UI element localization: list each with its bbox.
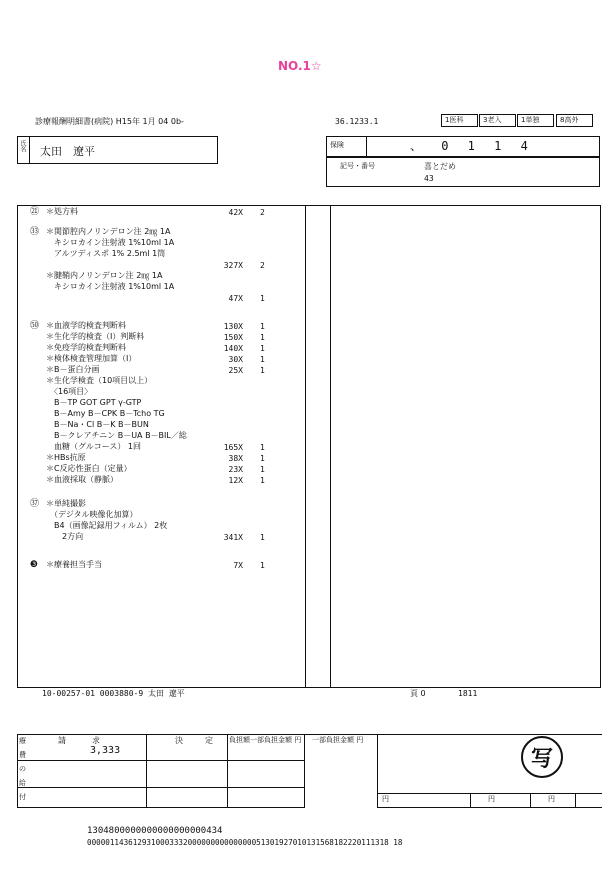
treatment-item: ＊腱鞘内ノリンデロン注 2㎎ 1A: [46, 271, 163, 280]
treatment-points: 23X: [228, 465, 243, 474]
claim-side-label: の: [19, 765, 26, 773]
treatment-points: 140X: [223, 344, 243, 353]
treatment-points: 130X: [223, 322, 243, 331]
treatment-item: アルツディスポ 1% 2.5ml 1筒: [46, 249, 166, 258]
treatment-count: 1: [260, 294, 265, 303]
treatment-points: 341X: [223, 533, 243, 542]
claim-request-label: 請: [58, 736, 66, 745]
treatment-item: 〈16項目〉: [46, 387, 93, 396]
treatment-count: 1: [260, 443, 265, 452]
claim-side-label: 付: [19, 793, 26, 801]
claim-yen-3: 円: [548, 795, 555, 803]
claim-amount: 3,333: [90, 745, 121, 756]
treatment-count: 2: [260, 208, 265, 217]
treatment-points: 12X: [228, 476, 243, 485]
treatment-item: ＊B－蛋白分画: [46, 365, 100, 374]
claim-decision-label: 決: [175, 736, 183, 745]
treatment-points: 25X: [228, 366, 243, 375]
seal-glyph: 写: [530, 745, 553, 772]
treatment-points: 42X: [228, 208, 243, 217]
stamp-label: NO.1☆: [278, 59, 322, 73]
treatment-item: キシロカイン注射液 1%10ml 1A: [46, 238, 175, 247]
patient-name-label: 氏名: [19, 140, 26, 152]
treatment-item: 2方向: [46, 532, 84, 541]
certificate-value: 喜とだめ: [424, 162, 456, 171]
treatment-points: 38X: [228, 454, 243, 463]
treatment-item: キシロカイン注射液 1%10ml 1A: [46, 282, 175, 291]
footer-page-label: 頁 0: [410, 689, 426, 698]
treatment-count: 1: [260, 533, 265, 542]
treatment-count: 1: [260, 465, 265, 474]
section-number: ㉝: [30, 227, 40, 237]
treatment-count: 1: [260, 322, 265, 331]
certificate-number: 43: [424, 174, 434, 183]
certificate-label: 記号・番号: [340, 162, 375, 170]
treatment-count: 1: [260, 355, 265, 364]
treatment-count: 1: [260, 333, 265, 342]
section-number: ㊿: [30, 321, 40, 331]
treatment-count: 1: [260, 561, 265, 570]
claim-decision-label2: 定: [205, 736, 213, 745]
claim-copay-label: 負担額: [229, 736, 250, 744]
claim-yen-2: 円: [488, 795, 495, 803]
claim-side-label: 給: [19, 779, 26, 787]
treatment-count: 1: [260, 344, 265, 353]
form-title: 診療報酬明細書(病院) H15年 1月 04 0b-: [35, 117, 184, 126]
treatment-item: ＊免疫学的検査判断料: [46, 343, 126, 352]
treatment-count: 2: [260, 261, 265, 270]
treatment-item: ＊血液採取（静脈）: [46, 475, 118, 484]
treatment-item: ＊HBs抗原: [46, 453, 86, 462]
treatment-item: B－TP GOT GPT γ-GTP: [46, 398, 142, 407]
footer-record: 10-00257-01 0003880-9 太田 遼平: [42, 689, 185, 698]
treatment-item: B－Amy B－CPK B－Tcho TG: [46, 409, 165, 418]
treatment-item: B－Na・Cl B－K B－BUN: [46, 420, 149, 429]
section-number: ㉑: [30, 207, 40, 217]
treatment-item: ＊生化学的検査（Ⅰ）判断料: [46, 332, 145, 341]
treatment-count: 1: [260, 366, 265, 375]
institution-code: 36.1233.1: [335, 117, 379, 126]
treatment-item: ＊検体検査管理加算（Ⅰ）: [46, 354, 137, 363]
treatment-points: 7X: [233, 561, 243, 570]
claim-copay-label2: 一部負担金額 円: [250, 736, 302, 744]
section-number: ❸: [30, 560, 39, 570]
treatment-points: 327X: [223, 261, 243, 270]
ocr-line-1: 1304800000000000000000434: [87, 826, 223, 836]
treatment-item: 血糖（グルコース） 1回: [46, 442, 141, 451]
treatment-count: 1: [260, 454, 265, 463]
header-box-3: 8高外: [556, 114, 593, 127]
footer-page-value: 1811: [458, 689, 478, 698]
treatment-points: 30X: [228, 355, 243, 364]
treatment-item: ＊処方料: [46, 207, 78, 216]
ocr-line-2: 000001143612931000333200000000000000051301927010131568182220111318 18: [87, 838, 403, 847]
treatment-item: B－クレアチニン B－UA B－BIL／総: [46, 431, 187, 440]
treatment-item: ＊単純撮影: [46, 499, 86, 508]
section-number: ㊲: [30, 499, 40, 509]
claim-yen-1: 円: [382, 795, 389, 803]
insurer-number: 、 0 1 1 4: [410, 139, 534, 153]
treatment-item: ＊療養担当手当: [46, 560, 102, 569]
treatment-item: （デジタル映像化加算）: [46, 510, 138, 519]
treatment-points: 165X: [223, 443, 243, 452]
treatment-item: B4（画像記録用フィルム） 2枚: [46, 521, 168, 530]
claim-side-label: 費: [19, 751, 26, 759]
treatment-item: ＊血液学的検査判断料: [46, 321, 126, 330]
treatment-item: ＊関節腔内ノリンデロン注 2㎎ 1A: [46, 227, 171, 236]
claim-copay-label3: 一部負担金額 円: [312, 736, 364, 744]
patient-name: 太田 遼平: [40, 145, 95, 158]
claim-side-label: 療: [19, 737, 26, 745]
claim-request-label2: 求: [92, 736, 100, 745]
header-box-0: 1医科: [441, 114, 478, 127]
treatment-item: ＊生化学検査（10項目以上）: [46, 376, 153, 385]
treatment-points: 150X: [223, 333, 243, 342]
header-box-2: 1単独: [517, 114, 554, 127]
copy-seal-icon: [521, 736, 563, 778]
treatment-item: ＊C反応性蛋白（定量）: [46, 464, 132, 473]
treatment-count: 1: [260, 476, 265, 485]
header-box-1: 3老入: [479, 114, 516, 127]
insurer-label: 保険: [330, 141, 344, 149]
treatment-points: 47X: [228, 294, 243, 303]
